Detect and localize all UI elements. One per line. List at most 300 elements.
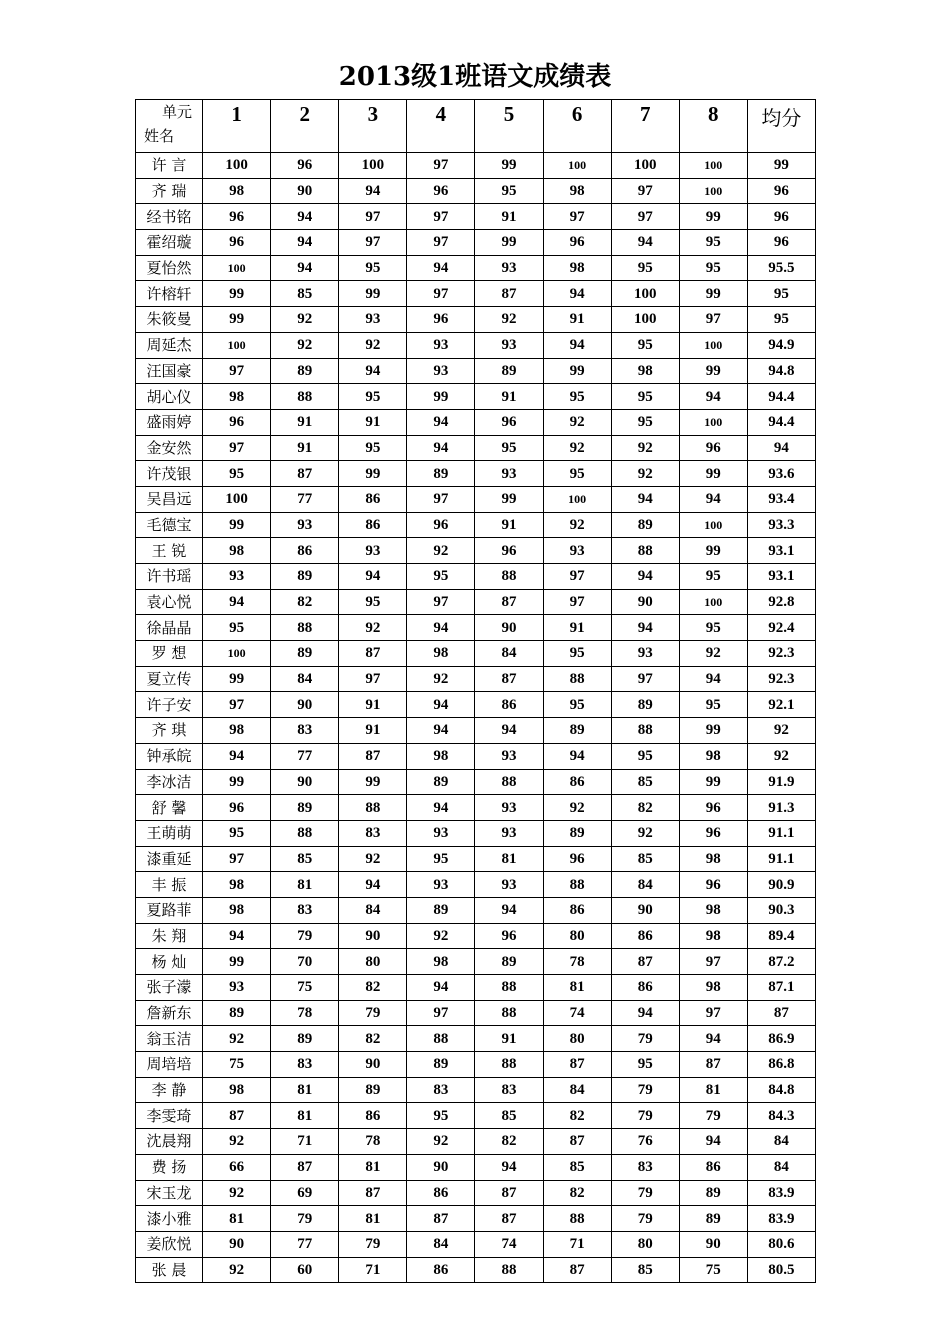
- score-cell: 97: [407, 281, 475, 307]
- score-cell: 88: [475, 1257, 543, 1283]
- score-cell: 89: [271, 641, 339, 667]
- score-cell: 94: [611, 615, 679, 641]
- score-cell: 97: [679, 307, 747, 333]
- score-cell: 88: [543, 666, 611, 692]
- score-cell: 99: [543, 358, 611, 384]
- student-name-cell: 夏怡然: [136, 255, 203, 281]
- student-name-cell: 王萌萌: [136, 820, 203, 846]
- score-cell: 92: [203, 1026, 271, 1052]
- score-cell: 88: [271, 820, 339, 846]
- table-row: [136, 564, 816, 590]
- student-name-cell: 杨 灿: [136, 949, 203, 975]
- score-cell: 94: [475, 1154, 543, 1180]
- table-row: [136, 718, 816, 744]
- score-cell: 96: [475, 409, 543, 435]
- average-header: 均分: [747, 100, 815, 153]
- score-cell: 99: [203, 769, 271, 795]
- score-cell: 94: [475, 897, 543, 923]
- score-cell: 94: [611, 564, 679, 590]
- score-cell: 88: [475, 1000, 543, 1026]
- score-cell: 87: [543, 1257, 611, 1283]
- student-name-cell: 王 锐: [136, 538, 203, 564]
- table-row: [136, 281, 816, 307]
- score-cell: 84: [543, 1077, 611, 1103]
- score-cell: 96: [203, 795, 271, 821]
- score-cell: 92: [339, 846, 407, 872]
- score-cell: 99: [679, 538, 747, 564]
- table-row: [136, 975, 816, 1001]
- score-cell: 78: [271, 1000, 339, 1026]
- score-cell: 77: [271, 486, 339, 512]
- table-row: [136, 1180, 816, 1206]
- student-name-cell: 朱 翔: [136, 923, 203, 949]
- score-cell: 83: [271, 718, 339, 744]
- score-cell: 100: [339, 153, 407, 179]
- student-name-cell: 李雯琦: [136, 1103, 203, 1129]
- score-cell: 98: [679, 846, 747, 872]
- average-cell: 99: [747, 153, 815, 179]
- score-cell: 82: [543, 1180, 611, 1206]
- score-cell: 96: [407, 307, 475, 333]
- score-cell: 91: [271, 435, 339, 461]
- student-name-cell: 钟承皖: [136, 743, 203, 769]
- score-cell: 94: [407, 255, 475, 281]
- score-cell: 92: [271, 332, 339, 358]
- average-cell: 87: [747, 1000, 815, 1026]
- table-row: [136, 1026, 816, 1052]
- score-cell: 87: [543, 1052, 611, 1078]
- table-row: [136, 846, 816, 872]
- score-cell: 94: [543, 281, 611, 307]
- score-cell: 81: [339, 1206, 407, 1232]
- score-cell: 80: [543, 1026, 611, 1052]
- score-cell: 96: [679, 820, 747, 846]
- average-cell: 87.1: [747, 975, 815, 1001]
- score-cell: 93: [543, 538, 611, 564]
- score-cell: 98: [679, 975, 747, 1001]
- score-cell: 96: [407, 178, 475, 204]
- student-name-cell: 盛雨婷: [136, 409, 203, 435]
- score-cell: 100: [679, 512, 747, 538]
- student-name-cell: 齐 瑞: [136, 178, 203, 204]
- table-row: [136, 1000, 816, 1026]
- unit-header-6: 6: [543, 100, 611, 153]
- score-cell: 76: [611, 1129, 679, 1155]
- student-name-cell: 朱筱曼: [136, 307, 203, 333]
- score-cell: 99: [679, 461, 747, 487]
- score-cell: 80: [543, 923, 611, 949]
- score-cell: 81: [271, 1103, 339, 1129]
- table-row: [136, 743, 816, 769]
- score-cell: 94: [611, 486, 679, 512]
- score-cell: 94: [203, 743, 271, 769]
- score-cell: 89: [679, 1206, 747, 1232]
- table-row: [136, 769, 816, 795]
- score-cell: 99: [203, 666, 271, 692]
- score-cell: 95: [611, 255, 679, 281]
- score-cell: 87: [203, 1103, 271, 1129]
- score-cell: 91: [543, 307, 611, 333]
- score-cell: 86: [339, 486, 407, 512]
- score-cell: 87: [407, 1206, 475, 1232]
- average-cell: 91.3: [747, 795, 815, 821]
- table-row: [136, 923, 816, 949]
- score-cell: 92: [475, 307, 543, 333]
- score-cell: 85: [611, 846, 679, 872]
- score-cell: 86: [407, 1180, 475, 1206]
- score-cell: 95: [339, 589, 407, 615]
- table-row: [136, 615, 816, 641]
- score-cell: 86: [679, 1154, 747, 1180]
- score-cell: 88: [339, 795, 407, 821]
- score-cell: 97: [407, 230, 475, 256]
- average-cell: 96: [747, 230, 815, 256]
- score-cell: 89: [407, 461, 475, 487]
- score-cell: 94: [339, 178, 407, 204]
- student-name-cell: 汪国豪: [136, 358, 203, 384]
- score-cell: 99: [203, 281, 271, 307]
- score-cell: 94: [679, 1026, 747, 1052]
- score-cell: 99: [203, 307, 271, 333]
- score-cell: 96: [475, 923, 543, 949]
- score-cell: 85: [611, 769, 679, 795]
- score-cell: 96: [203, 230, 271, 256]
- score-cell: 93: [271, 512, 339, 538]
- score-cell: 96: [271, 153, 339, 179]
- score-cell: 90: [611, 589, 679, 615]
- score-cell: 100: [203, 641, 271, 667]
- score-cell: 98: [203, 718, 271, 744]
- score-cell: 87: [271, 461, 339, 487]
- score-cell: 95: [611, 332, 679, 358]
- table-row: [136, 461, 816, 487]
- student-name-cell: 经书铭: [136, 204, 203, 230]
- score-cell: 84: [271, 666, 339, 692]
- score-cell: 100: [203, 255, 271, 281]
- score-cell: 97: [611, 178, 679, 204]
- score-cell: 75: [679, 1257, 747, 1283]
- score-cell: 83: [271, 897, 339, 923]
- score-cell: 95: [543, 461, 611, 487]
- score-cell: 95: [203, 820, 271, 846]
- score-cell: 98: [203, 384, 271, 410]
- average-cell: 94.4: [747, 384, 815, 410]
- average-cell: 95: [747, 281, 815, 307]
- score-cell: 95: [679, 230, 747, 256]
- average-cell: 87.2: [747, 949, 815, 975]
- score-cell: 95: [407, 846, 475, 872]
- score-cell: 95: [543, 384, 611, 410]
- unit-header-5: 5: [475, 100, 543, 153]
- student-name-cell: 沈晨翔: [136, 1129, 203, 1155]
- average-cell: 92.3: [747, 666, 815, 692]
- score-cell: 82: [543, 1103, 611, 1129]
- score-cell: 91: [339, 409, 407, 435]
- score-cell: 99: [339, 461, 407, 487]
- score-cell: 87: [475, 1180, 543, 1206]
- average-cell: 91.1: [747, 820, 815, 846]
- score-cell: 93: [475, 332, 543, 358]
- student-name-cell: 许 言: [136, 153, 203, 179]
- table-row: [136, 1206, 816, 1232]
- table-row: [136, 307, 816, 333]
- average-cell: 96: [747, 204, 815, 230]
- table-row: [136, 949, 816, 975]
- score-cell: 99: [679, 204, 747, 230]
- score-cell: 87: [339, 641, 407, 667]
- score-cell: 95: [339, 255, 407, 281]
- score-cell: 81: [271, 872, 339, 898]
- unit-header-2: 2: [271, 100, 339, 153]
- score-cell: 94: [271, 204, 339, 230]
- score-cell: 89: [679, 1180, 747, 1206]
- score-cell: 95: [611, 409, 679, 435]
- score-cell: 97: [339, 230, 407, 256]
- score-cell: 93: [475, 255, 543, 281]
- score-cell: 89: [407, 1052, 475, 1078]
- score-cell: 95: [611, 743, 679, 769]
- average-cell: 90.9: [747, 872, 815, 898]
- score-cell: 95: [679, 255, 747, 281]
- average-cell: 94.8: [747, 358, 815, 384]
- score-cell: 97: [679, 1000, 747, 1026]
- score-cell: 93: [407, 358, 475, 384]
- score-cell: 81: [203, 1206, 271, 1232]
- score-cell: 69: [271, 1180, 339, 1206]
- table-row: [136, 153, 816, 179]
- score-cell: 94: [679, 384, 747, 410]
- score-cell: 94: [679, 666, 747, 692]
- unit-header-4: 4: [407, 100, 475, 153]
- score-cell: 79: [611, 1103, 679, 1129]
- score-cell: 100: [203, 153, 271, 179]
- score-cell: 97: [679, 949, 747, 975]
- table-row: [136, 255, 816, 281]
- score-cell: 92: [679, 641, 747, 667]
- score-cell: 94: [339, 564, 407, 590]
- table-row: [136, 872, 816, 898]
- score-cell: 92: [543, 795, 611, 821]
- student-name-cell: 漆重延: [136, 846, 203, 872]
- score-cell: 78: [339, 1129, 407, 1155]
- score-cell: 86: [475, 692, 543, 718]
- score-cell: 99: [475, 230, 543, 256]
- score-cell: 79: [271, 1206, 339, 1232]
- average-cell: 94.9: [747, 332, 815, 358]
- student-name-cell: 周培培: [136, 1052, 203, 1078]
- score-cell: 100: [679, 409, 747, 435]
- score-cell: 75: [203, 1052, 271, 1078]
- student-name-cell: 费 扬: [136, 1154, 203, 1180]
- score-cell: 97: [543, 204, 611, 230]
- score-cell: 90: [271, 692, 339, 718]
- score-cell: 97: [407, 589, 475, 615]
- score-cell: 90: [339, 923, 407, 949]
- student-name-cell: 丰 振: [136, 872, 203, 898]
- score-cell: 87: [339, 1180, 407, 1206]
- header-row: [136, 100, 816, 153]
- score-cell: 95: [611, 384, 679, 410]
- score-cell: 89: [611, 512, 679, 538]
- score-cell: 85: [475, 1103, 543, 1129]
- score-cell: 93: [475, 795, 543, 821]
- student-name-cell: 宋玉龙: [136, 1180, 203, 1206]
- score-cell: 89: [271, 564, 339, 590]
- score-cell: 100: [679, 332, 747, 358]
- score-cell: 88: [475, 975, 543, 1001]
- table-row: [136, 1077, 816, 1103]
- score-cell: 98: [203, 897, 271, 923]
- average-cell: 84: [747, 1154, 815, 1180]
- score-cell: 97: [339, 666, 407, 692]
- table-row: [136, 384, 816, 410]
- table-row: [136, 409, 816, 435]
- score-cell: 83: [271, 1052, 339, 1078]
- student-name-cell: 齐 琪: [136, 718, 203, 744]
- score-cell: 87: [475, 666, 543, 692]
- score-cell: 93: [203, 564, 271, 590]
- average-cell: 91.1: [747, 846, 815, 872]
- score-cell: 98: [203, 178, 271, 204]
- score-cell: 100: [203, 332, 271, 358]
- student-name-cell: 许书瑶: [136, 564, 203, 590]
- score-cell: 98: [679, 897, 747, 923]
- score-cell: 89: [475, 949, 543, 975]
- score-cell: 85: [271, 281, 339, 307]
- score-cell: 94: [407, 615, 475, 641]
- average-cell: 92.3: [747, 641, 815, 667]
- score-cell: 92: [407, 1129, 475, 1155]
- score-cell: 84: [611, 872, 679, 898]
- score-cell: 89: [271, 358, 339, 384]
- score-cell: 93: [407, 332, 475, 358]
- score-cell: 88: [271, 615, 339, 641]
- score-cell: 94: [407, 692, 475, 718]
- score-cell: 92: [543, 409, 611, 435]
- score-cell: 79: [611, 1026, 679, 1052]
- score-cell: 87: [475, 1206, 543, 1232]
- score-cell: 97: [339, 204, 407, 230]
- student-name-cell: 夏路菲: [136, 897, 203, 923]
- student-name-cell: 霍绍璇: [136, 230, 203, 256]
- table-row: [136, 332, 816, 358]
- score-cell: 85: [611, 1257, 679, 1283]
- score-cell: 99: [203, 512, 271, 538]
- average-cell: 84.8: [747, 1077, 815, 1103]
- score-cell: 99: [679, 718, 747, 744]
- score-cell: 95: [679, 692, 747, 718]
- score-cell: 71: [339, 1257, 407, 1283]
- score-cell: 87: [611, 949, 679, 975]
- student-name-cell: 舒 馨: [136, 795, 203, 821]
- average-cell: 92.8: [747, 589, 815, 615]
- student-name-cell: 金安然: [136, 435, 203, 461]
- table-row: [136, 486, 816, 512]
- score-cell: 70: [271, 949, 339, 975]
- score-cell: 97: [203, 846, 271, 872]
- score-cell: 94: [679, 486, 747, 512]
- score-cell: 86: [611, 923, 679, 949]
- score-cell: 97: [407, 153, 475, 179]
- student-name-cell: 毛德宝: [136, 512, 203, 538]
- score-cell: 97: [611, 666, 679, 692]
- score-cell: 85: [543, 1154, 611, 1180]
- score-cell: 95: [475, 178, 543, 204]
- student-name-cell: 翁玉洁: [136, 1026, 203, 1052]
- average-cell: 96: [747, 178, 815, 204]
- score-cell: 89: [271, 795, 339, 821]
- score-cell: 79: [611, 1206, 679, 1232]
- score-cell: 92: [203, 1129, 271, 1155]
- score-cell: 97: [203, 435, 271, 461]
- score-cell: 92: [203, 1257, 271, 1283]
- name-label: 姓名: [144, 127, 175, 145]
- score-cell: 81: [271, 1077, 339, 1103]
- score-cell: 98: [407, 949, 475, 975]
- score-cell: 88: [475, 564, 543, 590]
- average-cell: 94.4: [747, 409, 815, 435]
- table-row: [136, 538, 816, 564]
- score-cell: 87: [475, 589, 543, 615]
- score-cell: 98: [611, 358, 679, 384]
- student-name-cell: 张 晨: [136, 1257, 203, 1283]
- score-cell: 93: [203, 975, 271, 1001]
- score-cell: 89: [543, 718, 611, 744]
- score-cell: 94: [475, 718, 543, 744]
- score-cell: 95: [407, 564, 475, 590]
- score-cell: 90: [339, 1052, 407, 1078]
- score-cell: 90: [475, 615, 543, 641]
- score-cell: 79: [611, 1077, 679, 1103]
- score-cell: 88: [543, 1206, 611, 1232]
- score-cell: 98: [203, 538, 271, 564]
- score-cell: 98: [203, 872, 271, 898]
- table-row: [136, 230, 816, 256]
- score-cell: 98: [543, 178, 611, 204]
- score-cell: 71: [543, 1231, 611, 1257]
- average-cell: 93.3: [747, 512, 815, 538]
- student-name-cell: 姜欣悦: [136, 1231, 203, 1257]
- average-cell: 86.9: [747, 1026, 815, 1052]
- average-cell: 93.1: [747, 538, 815, 564]
- score-cell: 89: [407, 897, 475, 923]
- student-name-cell: 夏立传: [136, 666, 203, 692]
- unit-header-1: 1: [203, 100, 271, 153]
- score-cell: 96: [679, 435, 747, 461]
- score-cell: 86: [611, 975, 679, 1001]
- score-cell: 86: [339, 1103, 407, 1129]
- table-row: [136, 1154, 816, 1180]
- student-name-cell: 袁心悦: [136, 589, 203, 615]
- score-cell: 96: [203, 409, 271, 435]
- score-cell: 81: [339, 1154, 407, 1180]
- student-name-cell: 徐晶晶: [136, 615, 203, 641]
- score-cell: 79: [339, 1000, 407, 1026]
- average-cell: 80.6: [747, 1231, 815, 1257]
- table-row: [136, 178, 816, 204]
- score-cell: 94: [407, 718, 475, 744]
- score-cell: 98: [407, 743, 475, 769]
- score-cell: 91: [475, 1026, 543, 1052]
- score-cell: 86: [543, 769, 611, 795]
- score-cell: 79: [271, 923, 339, 949]
- score-cell: 100: [679, 153, 747, 179]
- score-cell: 90: [271, 769, 339, 795]
- score-cell: 89: [339, 1077, 407, 1103]
- score-cell: 99: [339, 769, 407, 795]
- score-cell: 92: [611, 435, 679, 461]
- score-cell: 92: [407, 923, 475, 949]
